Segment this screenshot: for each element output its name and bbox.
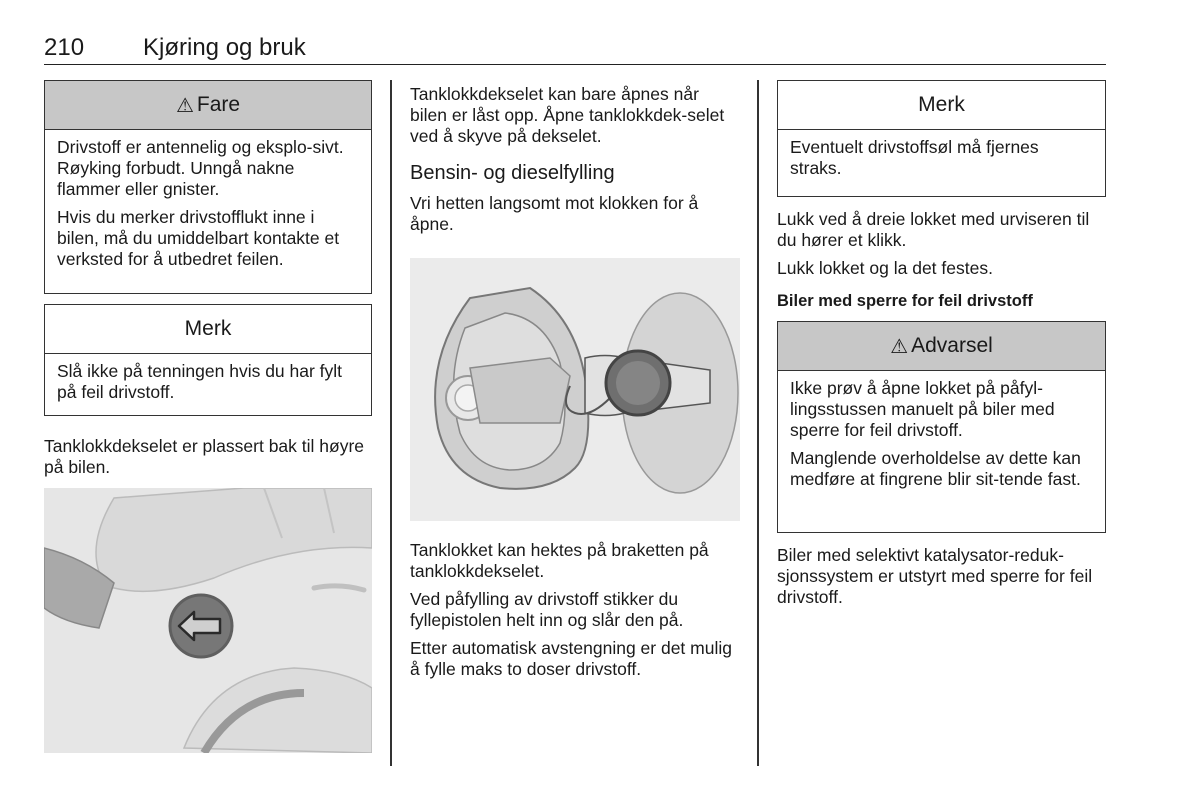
column-left xyxy=(44,80,372,485)
section-heading: Bensin- og dieselfylling xyxy=(410,162,615,184)
note-box-header xyxy=(778,81,1105,130)
fuel-door-location-figure xyxy=(44,488,372,753)
note-text: Eventuelt drivstoffsøl må fjernes straks. xyxy=(790,137,1039,178)
page-header xyxy=(44,34,1106,65)
fueling-paragraph: Ved påfylling av drivstoff stikker du fyllepistolen helt inn og slår den på. xyxy=(410,589,684,630)
note-box-header xyxy=(45,305,371,354)
page-number: 210 xyxy=(44,34,85,61)
caution-box xyxy=(777,321,1106,533)
danger-box-header xyxy=(45,81,371,130)
caution-box-header xyxy=(778,322,1105,371)
auto-shutoff-paragraph: Etter automatisk avstengning er det mulig å fylle maks to doser drivstoff. xyxy=(410,638,732,679)
subheading: Biler med sperre for feil drivstoff xyxy=(777,292,1033,310)
scr-paragraph: Biler med selektivt katalysator-reduk-sjonssystem er utstyrt med sperre for feil drivstoff. xyxy=(777,545,1093,607)
hook-cap-paragraph: Tanklokket kan hektes på braketten på tanklokkdekselet. xyxy=(410,540,709,581)
chapter-title: Kjøring og bruk xyxy=(143,34,306,61)
danger-box xyxy=(44,80,372,294)
location-paragraph: Tanklokkdekselet er plassert bak til høyre på bilen. xyxy=(44,436,364,477)
danger-paragraph: Hvis du merker drivstofflukt inne i bilen, må du umiddelbart kontakte et verksted for å utbedret feilen. xyxy=(57,207,340,269)
note-text: Slå ikke på tenningen hvis du har fylt på feil drivstoff. xyxy=(57,361,343,402)
fuel-cap-figure xyxy=(410,258,740,521)
note-box xyxy=(44,304,372,416)
caution-paragraph: Manglende overholdelse av dette kan medføre at fingrene blir sit-tende fast. xyxy=(790,448,1081,489)
caution-box-title: Advarsel xyxy=(911,334,993,357)
column-middle xyxy=(410,84,740,679)
open-cover-paragraph: Tanklokkdekselet kan bare åpnes når bilen er låst opp. Åpne tanklokkdek-selet ved å skyve på dekselet. xyxy=(410,84,725,146)
danger-box-title: Fare xyxy=(196,93,241,116)
warning-triangle-icon: ⚠ xyxy=(175,94,194,117)
danger-paragraph: Drivstoff er antennelig og eksplo-sivt. Røyking forbudt. Unngå nakne flammer eller gnister. xyxy=(57,137,344,199)
column-right xyxy=(777,80,1106,615)
caution-paragraph: Ikke prøv å åpne lokket på påfyl-lingsstussen manuelt på biler med sperre for feil drivstoff. xyxy=(790,378,1055,440)
column-divider xyxy=(390,80,392,766)
column-divider xyxy=(757,80,759,766)
turn-cap-paragraph: Vri hetten langsomt mot klokken for å åpne. xyxy=(410,193,699,234)
close-cover-paragraph: Lukk lokket og la det festes. xyxy=(777,258,993,278)
close-cap-paragraph: Lukk ved å dreie lokket med urviseren til du hører et klikk. xyxy=(777,209,1090,250)
warning-triangle-icon: ⚠ xyxy=(890,335,909,358)
note-box-title: Merk xyxy=(184,317,232,340)
note-box-title: Merk xyxy=(918,93,965,116)
note-box xyxy=(777,80,1106,197)
